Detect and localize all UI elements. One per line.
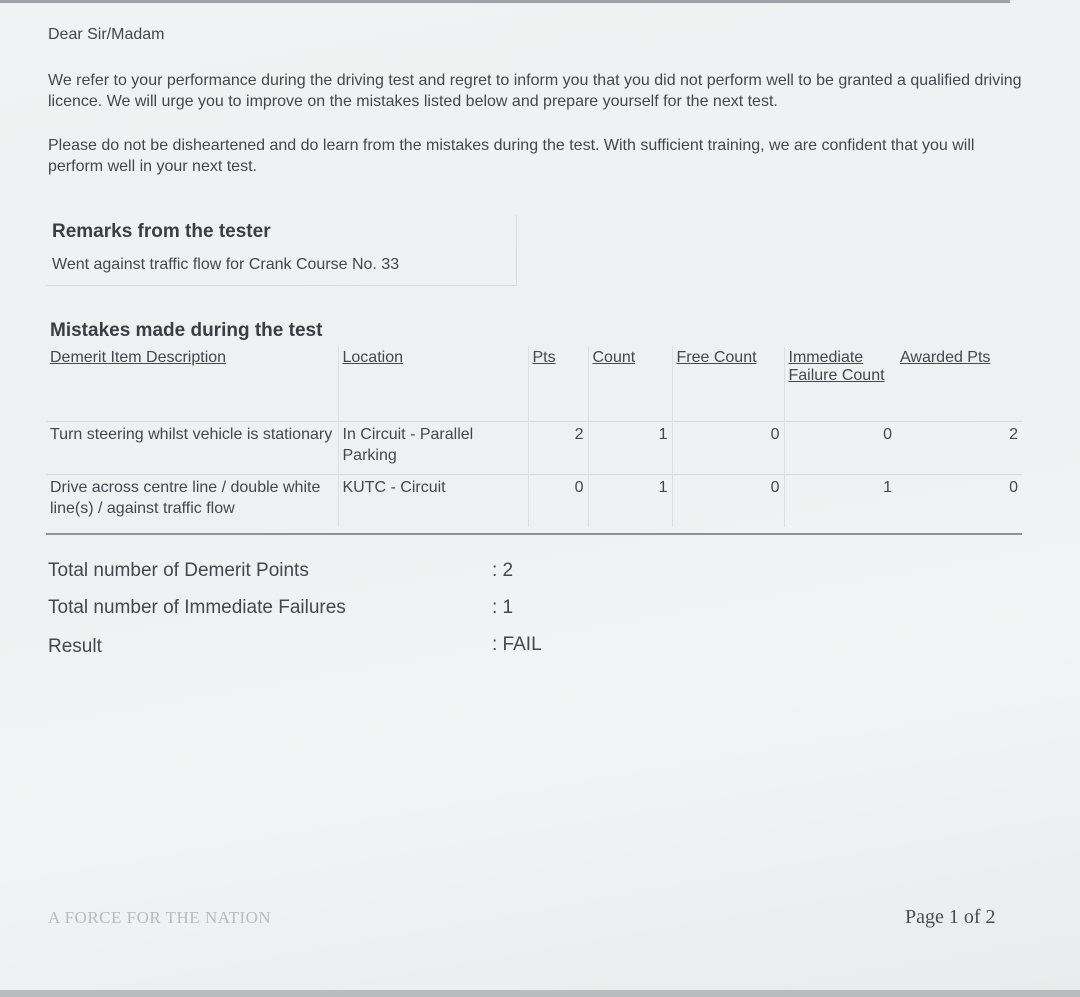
demerit-points-label: Total number of Demerit Points <box>48 560 309 581</box>
cell-immediate-failure-count: 0 <box>784 422 896 475</box>
cell-awarded-pts: 0 <box>896 475 1022 528</box>
result-label: Result <box>48 636 102 657</box>
cell-description: Turn steering whilst vehicle is stationary <box>46 422 338 475</box>
cell-pts: 0 <box>528 475 588 528</box>
cell-description: Drive across centre line / double white line(s) / against traffic flow <box>46 475 338 528</box>
bottom-edge <box>0 990 1080 997</box>
cell-location: In Circuit - Parallel Parking <box>338 422 528 475</box>
immediate-failures-label: Total number of Immediate Failures <box>48 597 346 618</box>
top-rule <box>0 0 1010 3</box>
table-row <box>46 475 1022 528</box>
salutation: Dear Sir/Madam <box>48 26 165 43</box>
cell-location: KUTC - Circuit <box>338 475 528 528</box>
remarks-text: Went against traffic flow for Crank Course No. 33 <box>52 256 400 273</box>
table-row <box>46 422 1022 475</box>
demerit-points-value: : 2 <box>492 560 514 581</box>
header-pts: Pts <box>528 347 588 422</box>
cell-immediate-failure-count: 1 <box>784 475 896 528</box>
mistakes-table <box>46 347 1022 527</box>
remarks-title: Remarks from the tester <box>52 221 271 242</box>
result-value: : FAIL <box>492 634 542 655</box>
header-description: Demerit Item Description <box>46 347 338 422</box>
header-free-count: Free Count <box>672 347 784 422</box>
paragraph-intro: We refer to your performance during the driving test and regret to inform you that you did not perform well to be granted a qualified driving licence. We will urge you to improve on the mistakes listed below and prepare yourself for the next test. <box>48 72 1022 110</box>
immediate-failures-value: : 1 <box>492 597 514 618</box>
page-number: Page 1 of 2 <box>905 906 996 928</box>
header-location: Location <box>338 347 528 422</box>
table-bottom-rule <box>46 533 1022 535</box>
cell-free-count: 0 <box>672 475 784 528</box>
cell-pts: 2 <box>528 422 588 475</box>
mistakes-header-row <box>46 347 1022 422</box>
cell-free-count: 0 <box>672 422 784 475</box>
header-immediate-failure-count: Immediate Failure Count <box>788 349 885 384</box>
header-awarded-pts: Awarded Pts <box>900 349 991 366</box>
mistakes-title: Mistakes made during the test <box>50 320 323 341</box>
header-count: Count <box>588 347 672 422</box>
cell-awarded-pts: 2 <box>896 422 1022 475</box>
paragraph-encouragement: Please do not be disheartened and do learn from the mistakes during the test. With sufficient training, we are confident that you will perform well in your next test. <box>48 137 975 175</box>
cell-count: 1 <box>588 422 672 475</box>
footer-tagline: A FORCE FOR THE NATION <box>48 908 272 927</box>
cell-count: 1 <box>588 475 672 528</box>
